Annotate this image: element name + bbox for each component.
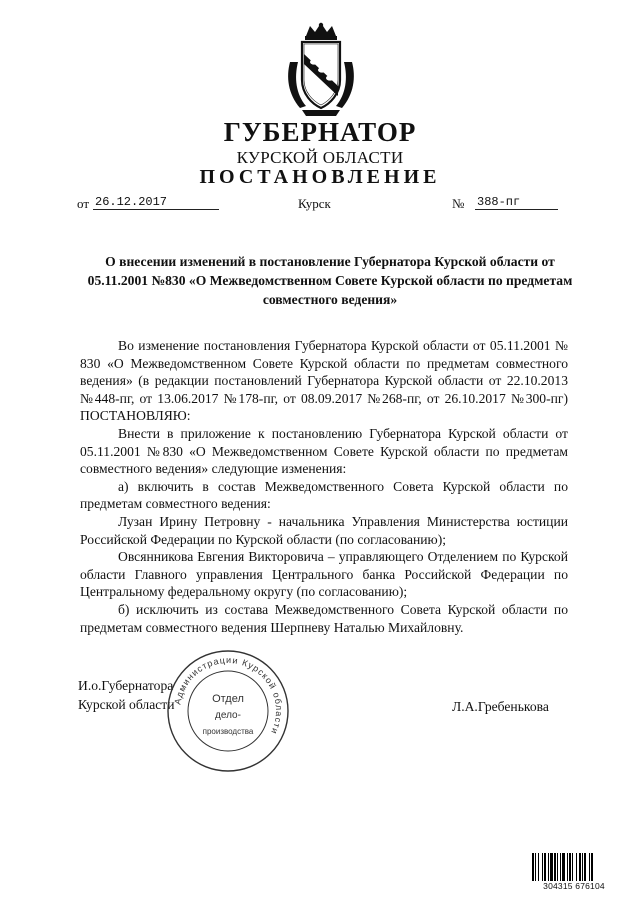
coat-of-arms-icon xyxy=(284,22,358,120)
signatory-role-line: Курской области xyxy=(78,697,175,712)
stamp-line: дело- xyxy=(215,710,241,721)
document-heading: О внесении изменений в постановление Губернатора Курской области от 05.11.2001 №830 «О Межведомственном Совете Курской области по предметам совместного ведения» xyxy=(87,254,573,307)
document-city: Курск xyxy=(298,196,331,211)
document-number: 388-пг xyxy=(475,195,558,210)
signatory-name: Л.А.Гребенькова xyxy=(452,699,549,714)
region-subtitle: КУРСКОЙ ОБЛАСТИ xyxy=(236,148,404,167)
body-paragraph: Овсянникова Евгения Викторовича – управляющего Отделением по Курской области Главного управления Центрального банка Российской Федерации по Центральному федеральному округу (по согласованию); xyxy=(80,549,568,600)
number-prefix: № xyxy=(452,196,465,211)
body-paragraph: Во изменение постановления Губернатора Курской области от 05.11.2001 № 830 «О Межведомственном Совете Курской области по предметам совместного ведения» (в редакции постановлений Губернатора Курской области от 22.10.2013 №448-пг, от 13.06.2017 №178-пг, от 08.09.2017 №268-пг, от 26.10.2017 №300-пг) ПОСТАНОВЛЯЮ: xyxy=(80,338,568,424)
page-title: ГУБЕРНАТОР xyxy=(223,117,417,147)
body-paragraph: Лузан Ирину Петровну - начальника Управления Министерства юстиции Российской Федерации по Курской области (по согласованию); xyxy=(80,513,568,547)
document-body xyxy=(80,337,568,636)
date-prefix: от xyxy=(77,196,90,211)
signatory-role xyxy=(78,676,175,714)
signatory-role-line: И.о.Губернатора xyxy=(78,678,174,693)
barcode-number: 304315 676104 xyxy=(532,881,616,891)
official-stamp xyxy=(165,648,291,774)
stamp-line: производства xyxy=(202,727,254,736)
body-paragraph: Внести в приложение к постановлению Губернатора Курской области от 05.11.2001 №830 «О Межведомственном Совете Курской области по предметам совместного ведения» следующие изменения: xyxy=(80,425,568,477)
document-type: ПОСТАНОВЛЕНИЕ xyxy=(199,166,441,188)
document-date: 26.12.2017 xyxy=(93,195,219,210)
stamp-line: Отдел xyxy=(212,693,244,705)
body-paragraph: а) включить в состав Межведомственного Совета Курской области по предметам совместного ведения: xyxy=(80,478,568,512)
body-paragraph: б) исключить из состава Межведомственного Совета Курской области по предметам совместного ведения Шерпневу Наталью Михайловну. xyxy=(80,601,568,635)
stamp-ring-text: Администрации Курской области xyxy=(172,654,285,737)
